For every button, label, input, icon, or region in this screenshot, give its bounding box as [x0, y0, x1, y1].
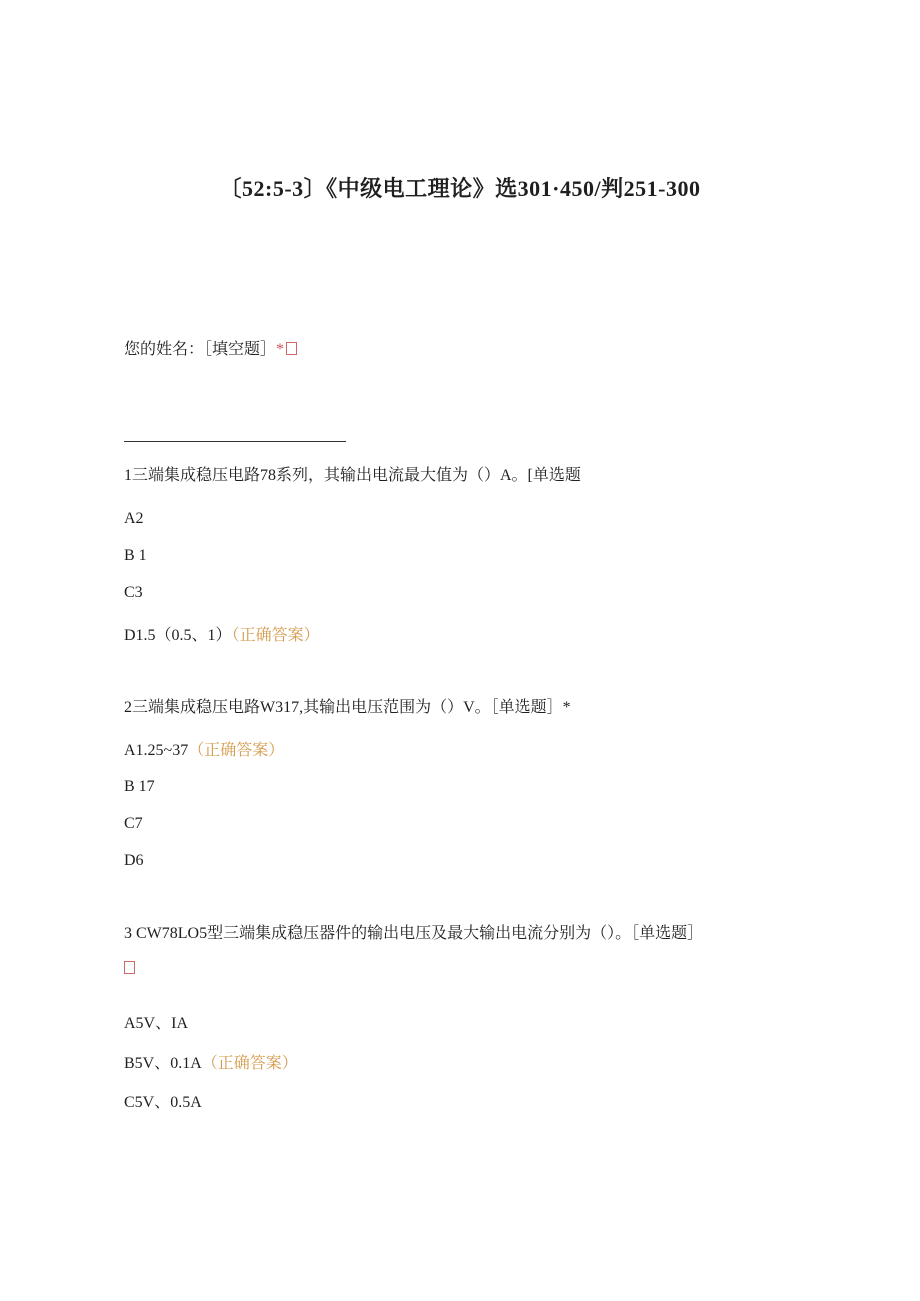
q2-option-d[interactable]: D6 [124, 852, 144, 869]
question-2-text: 2三端集成稳压电路W317,其输出电压范围为（）V。［单选题］* [124, 699, 571, 716]
checkbox-icon[interactable] [124, 961, 135, 974]
correct-answer-label: （正确答案） [231, 627, 320, 644]
q3-option-a[interactable]: A5V、IA [124, 1015, 188, 1032]
q1-option-d[interactable]: D1.5（0.5、1）（正确答案） [124, 627, 320, 644]
q1-option-b[interactable]: B 1 [124, 547, 147, 564]
checkbox-icon[interactable] [286, 342, 297, 355]
q1-option-c[interactable]: C3 [124, 584, 143, 601]
q3-option-b[interactable]: B5V、0.1A（正确答案） [124, 1055, 298, 1072]
correct-answer-label: （正确答案） [188, 742, 285, 759]
required-mark: * [276, 341, 285, 358]
q2-option-b[interactable]: B 17 [124, 778, 155, 795]
correct-answer-label: （正确答案） [201, 1055, 298, 1072]
q2-option-c[interactable]: C7 [124, 815, 143, 832]
name-answer-line[interactable] [124, 441, 346, 442]
q3-option-c[interactable]: C5V、0.5A [124, 1094, 202, 1111]
name-question-label: 您的姓名：［填空题］ [124, 341, 277, 358]
question-1-text: 1三端集成稳压电路78系列，其输出电流最大值为（）A。[单选题 [124, 467, 581, 484]
q3-checkbox[interactable] [124, 960, 135, 978]
document-title: 〔52:5-3〕《中级电工理论》选301·450/判251-300 [219, 176, 701, 201]
question-3-text: 3 CW78LO5型三端集成稳压器件的输出电压及最大输出电流分别为（）。［单选题］ [124, 925, 704, 942]
q1-option-a[interactable]: A2 [124, 510, 144, 527]
name-question [124, 336, 297, 359]
q2-option-a[interactable]: A1.25~37（正确答案） [124, 742, 285, 759]
